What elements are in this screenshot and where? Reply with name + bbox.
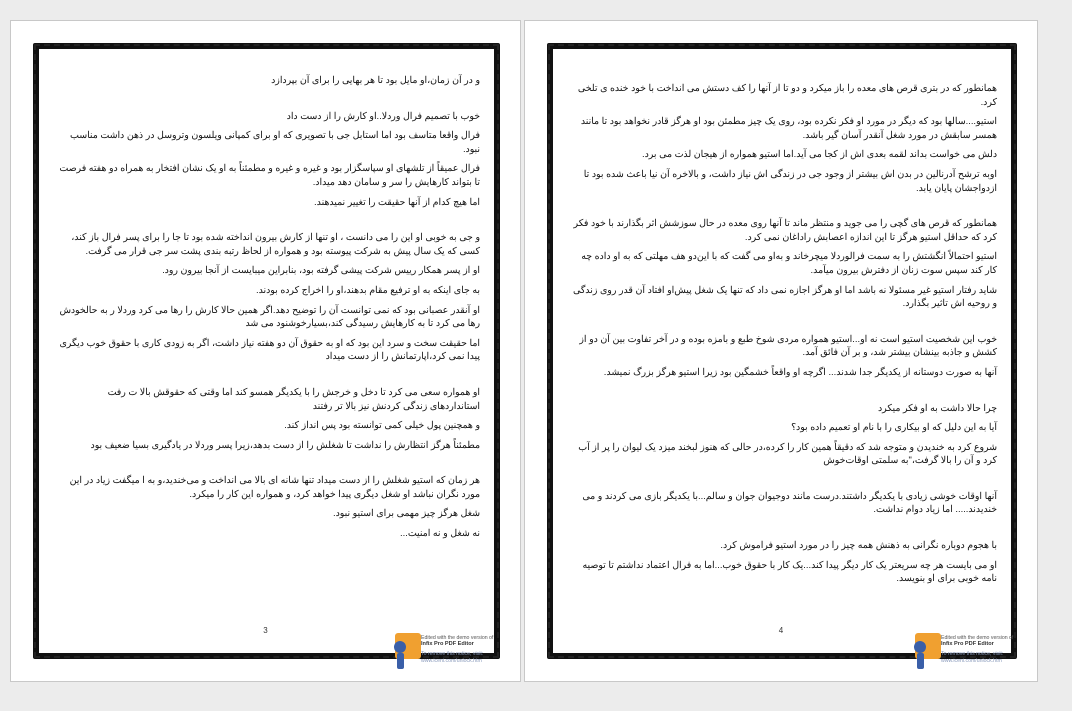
paragraph: شاید رفتار استیو غیر مسئولا نه باشد اما او هرگز اجازه نمی داد که تنها یک شغل پیش‌او افتاد آن قدر روی زندگی و روحیه اش تاثیر بگذارد. (573, 283, 997, 309)
paragraph: خوب با تصمیم فرال وردلا..او کارش را از دست داد (286, 109, 480, 121)
page-text (569, 81, 997, 591)
paragraph: همانطور که قرص های گچی را می جوید و منتظر ماند تا آنها روی معده در حال سوزشش اثر بگذارند با خود فکر کرد که حداقل استیو هرگز تا این اندازه اعصابش راداغان نمی کرد. (573, 217, 997, 242)
watermark-line: To remove this notice, visit: (941, 651, 1004, 658)
paragraph: هر زمان که استیو شغلش را از دست میداد تنها شانه ای بالا می انداخت و می‌خندید،و به ا میگفت زیاد در این مورد نگران نباشد او شغل دیگری پیدا خواهد کرد، و همواره این کار را میکرد. (69, 474, 480, 499)
watermark-text (421, 635, 493, 664)
watermark-line: Edited with the demo version of (421, 635, 494, 641)
watermark-product: Infix Pro PDF Editor (421, 641, 474, 648)
document-page-4 (524, 20, 1038, 682)
paragraph: و همچنین پول خیلی کمی توانسته بود پس انداز کند. (284, 419, 480, 431)
paragraph: خوب این شخصیت استیو است نه او...استیو همواره مردی شوخ طبع و بامزه بوده و در آخر تفاوت بین آن دو از کشش و جاذبه بینشان بیشتر شد، و بر آن فائق آمد. (579, 332, 997, 358)
watermark-line: To remove this notice, visit: (421, 651, 484, 658)
paragraph: آنها به صورت دوستانه از یکدیگر جدا شدند... اگرچه او واقعاً خشمگین بود زیرا استیو هرگز بزرگ نمیشد. (603, 365, 997, 377)
document-page-3 (10, 20, 521, 682)
paragraph: مطمئناً هرگز انتظارش را نداشت تا شغلش را از دست بدهد،زیرا پسر وردلا در یادگیری بسیا ضعیف بود (90, 438, 480, 450)
watermark-text (941, 635, 1013, 664)
paragraph: شغل هرگز چیز مهمی برای استیو نبود. (333, 507, 480, 519)
paragraph: چرا حالا داشت به او فکر میکرد (877, 401, 997, 413)
paragraph: به جای اینکه به او ترفیع مقام بدهند،او را اخراج کرده بودند. (255, 283, 480, 295)
infix-logo-icon (389, 631, 423, 671)
paragraph: دلش می خواست بداند لقمه بعدی اش از کجا می آید.اما استیو همواره از هیجان لذت می برد. (641, 148, 997, 160)
watermark-product: Infix Pro PDF Editor (941, 641, 994, 648)
paragraph: و جی به خوبی او این را می دانست ، او تنها از کارش بیرون انداخته شده بود تا جا را برای پسر فرال باز کند، کسی که یک سال پیش به شرکت پیوسته بود و همواره از لحاظ رتبه بندی پشت سر جی قرار می گرفت. (71, 231, 480, 256)
paragraph: نه شغل و نه امنیت... (400, 527, 480, 539)
watermark-link[interactable]: www.iceni.com/unlock.htm (421, 657, 482, 664)
paragraph: فرال واقعا متاسف بود اما استابل جی با تصویری که او برای کمپانی ویلسون وتروسل در ذهن داشت مناسب نبود. (70, 129, 480, 154)
page-text (55, 73, 480, 546)
paragraph: استیو....سالها بود که دیگر در مورد او فکر نکرده بود، روی یک چیز مطمئن بود او هرگز قادر نخواهد بود تا مانند همسر سابقش در مورد شغل آنقدر آسان گیر باشد. (580, 115, 997, 140)
page-number: 4 (778, 626, 784, 635)
watermark-link[interactable]: www.iceni.com/unlock.htm (941, 657, 1002, 664)
paragraph: او همواره سعی می کرد تا دخل و خرجش را با یکدیگر همسو کند اما وقتی که حقوقش بالا ت رفت استانداردهای زندگی کردنش نیز بالا تر رفتند (107, 385, 480, 411)
page-number: 3 (263, 626, 268, 635)
infix-logo-icon (909, 631, 943, 671)
paragraph: و در آن زمان،او مایل بود تا هر بهایی را برای آن بپردازد (271, 74, 480, 85)
paragraph: اوبه ترشح آدرنالین در بدن اش بیشتر از وجود جی در زندگی اش نیاز داشت، و بالاخره آن نیا باعث شده بود تا ازدواجشان پایان یابد. (583, 167, 997, 193)
paragraph: او از پسر همکار رییس شرکت پیشی گرفته بود، بنابراین میبایست از آنجا بیرون رود. (162, 264, 480, 276)
paragraph: اما هیچ کدام از آنها حقیقت را تغییر نمیدهند. (314, 195, 480, 207)
paragraph: آنها اوقات خوشی زیادی با یکدیگر داشتند.درست مانند دوجیوان جوان و سالم...با یکدیگر بازی می کردند و می خندیدند..... اما زیاد دوام نداشت. (582, 489, 997, 515)
paragraph: همانطور که در بتری قرص های معده را باز میکرد و دو تا از آنها را کف دستش می انداخت با خود خنده ی تلخی کرد. (577, 82, 997, 107)
paragraph: اما حقیقت سخت و سرد این بود که او به حقوق آن دو هفته نیاز داشت، اگر به زودی کاری با حقوق خوب دیگری پیدا نمی کرد،اپارتمانش را از دست میداد (59, 336, 480, 362)
watermark-line: Edited with the demo version of (941, 635, 1014, 641)
paragraph: با هجوم دوباره نگرانی به ذهنش همه چیز را در مورد استیو فراموش کرد. (720, 539, 997, 551)
infix-watermark (909, 627, 1039, 675)
paragraph: فرال عمیقاً از تلشهای او سپاسگزار بود و غیره و غیره و مطمئناً به او یک نشان افتخار به همراه دو هفته فرصت تا بتواند کارهایش را سر و سامان دهد میداد. (59, 162, 480, 187)
infix-watermark (389, 627, 519, 675)
paragraph: آیا به این دلیل که او بیکاری را با نام او تعمیم داده بود؟ (791, 421, 997, 433)
paragraph: استیو احتمالاً انگشتش را به سمت فرالوردلا میچرخاند و به‌او می گفت که با این‌دو هف مهلتی که به او داده چه کار کند سپس سوت زنان از دفترش بیرون میآمد. (581, 250, 997, 275)
paragraph: او می بایست هر چه سریعتر یک کار دیگر پیدا کند...یک کار با حقوق خوب...اما به فرال اعتماد نداشتم تا توصیه نامه خوبی برای او بنویسد. (582, 558, 997, 584)
paragraph: او آنقدر عصبانی بود که نمی توانست آن را توضیح دهد.اگر همین حالا کارش را رها می کرد وردلا ر به حالخودش رها می کرد تا به کارهایش رسیدگی کند،بسیارخوشنود می شد (59, 303, 480, 329)
paragraph: شروع کرد به خندیدن و متوجه شد که دقیقاً همین کار را کرده،در حالی که هنوز لبخند میزد یک لیوان را پر از آب کرد و آن را بالا گرفت،"به سلمتی اوقات‌خوش (578, 440, 997, 466)
